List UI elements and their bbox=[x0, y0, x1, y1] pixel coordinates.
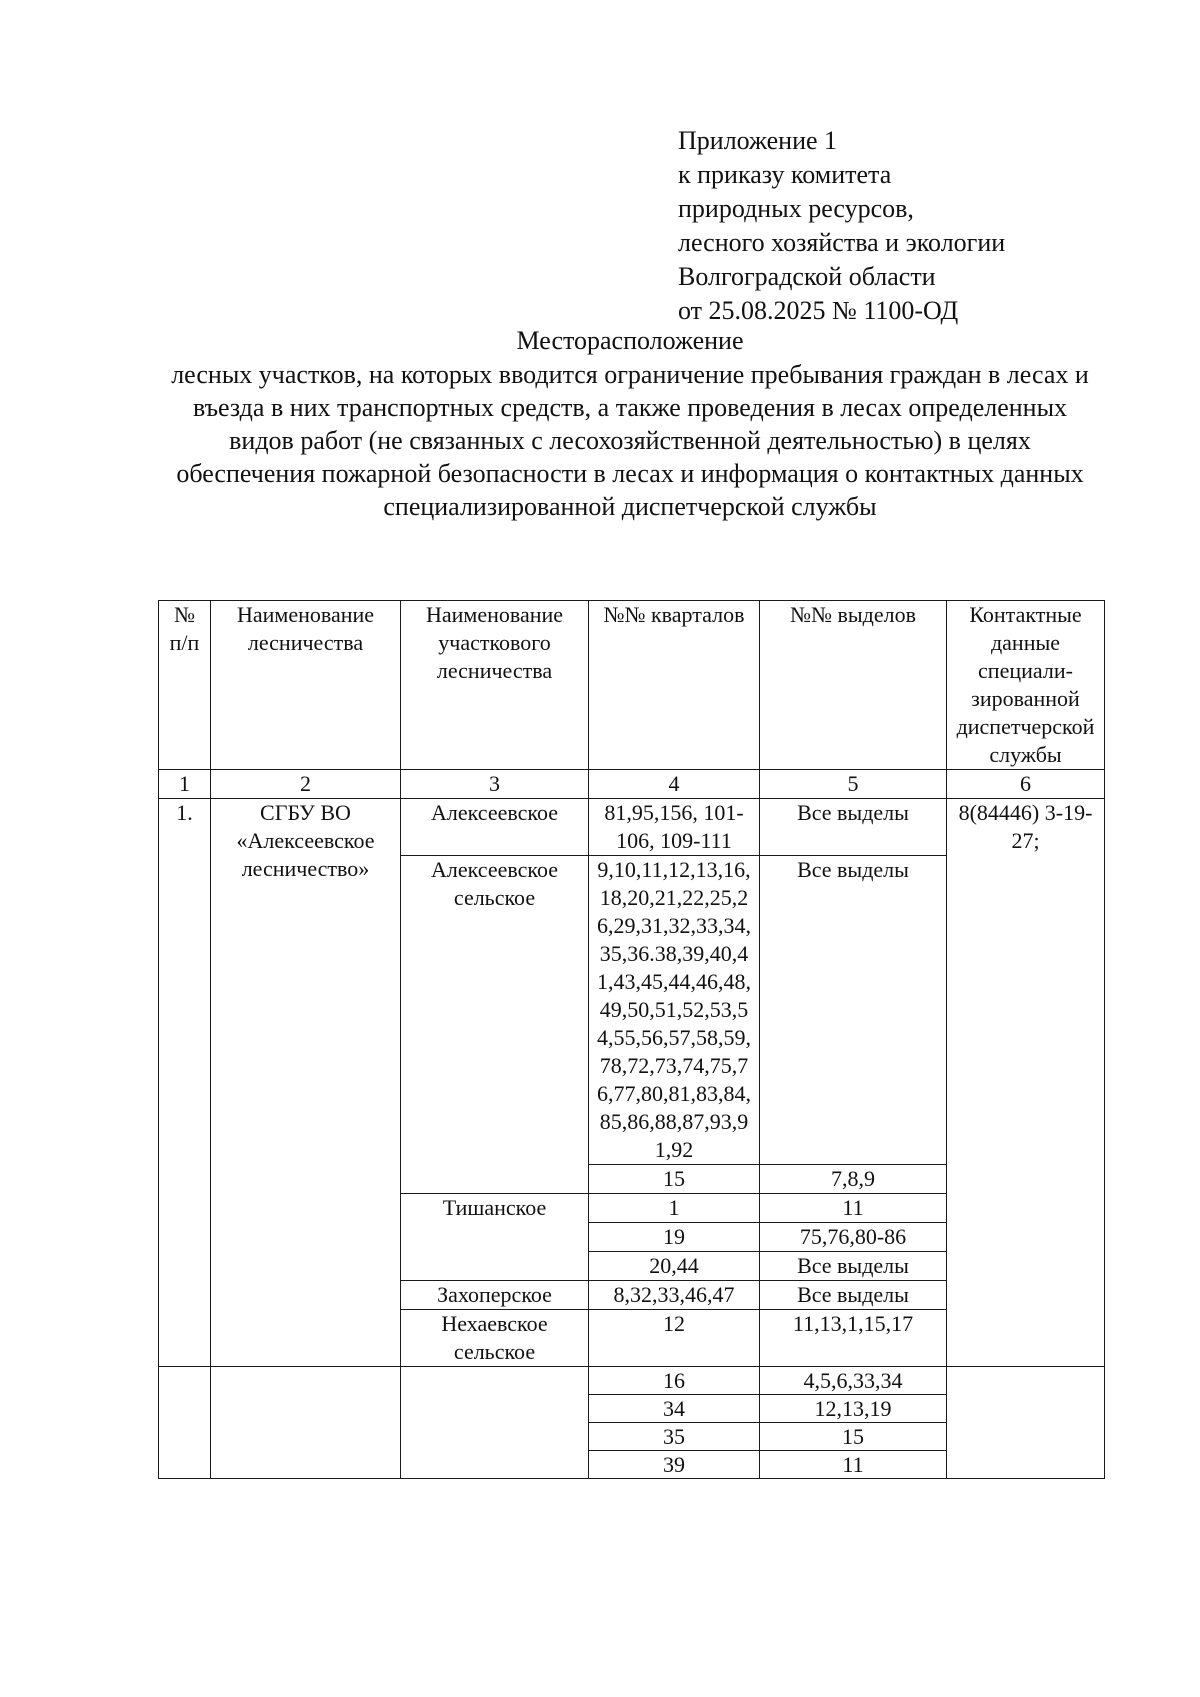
allotments-cell: Все выделы bbox=[760, 799, 947, 856]
quarters-cell: 20,44 bbox=[589, 1252, 760, 1281]
column-number: 3 bbox=[401, 770, 589, 799]
header-cell: Наименование лесничества bbox=[211, 601, 401, 770]
allotments-cell: 11,13,1,15,17 bbox=[760, 1310, 947, 1367]
allotments-cell: 11 bbox=[760, 1194, 947, 1223]
allotments-cell: Все выделы bbox=[760, 1252, 947, 1281]
table-row bbox=[159, 1367, 1105, 1395]
allotments-cell: 75,76,80-86 bbox=[760, 1223, 947, 1252]
quarters-cell: 1 bbox=[589, 1194, 760, 1223]
column-number: 4 bbox=[589, 770, 760, 799]
row-number: 1. bbox=[159, 799, 211, 1367]
header-cell: №№ выделов bbox=[760, 601, 947, 770]
quarters-cell: 35 bbox=[589, 1423, 760, 1451]
quarters-cell: 39 bbox=[589, 1451, 760, 1479]
allotments-cell: Все выделы bbox=[760, 1281, 947, 1310]
table-header-row bbox=[159, 601, 1105, 770]
column-number: 5 bbox=[760, 770, 947, 799]
allotments-cell: 15 bbox=[760, 1423, 947, 1451]
allotments-cell: 12,13,19 bbox=[760, 1395, 947, 1423]
quarters-cell: 81,95,156, 101-106, 109-111 bbox=[589, 799, 760, 856]
header-cell: Наименование участкового лесничества bbox=[401, 601, 589, 770]
table-row bbox=[159, 799, 1105, 856]
quarters-cell: 12 bbox=[589, 1310, 760, 1367]
column-number: 2 bbox=[211, 770, 401, 799]
approval-line: Приложение 1 bbox=[678, 126, 838, 155]
approval-line: лесного хозяйства и экологии bbox=[678, 228, 1006, 257]
empty-cell bbox=[211, 1367, 401, 1479]
district-name: Алексеевское bbox=[401, 799, 589, 856]
approval-line: от 25.08.2025 № 1100-ОД bbox=[678, 296, 959, 325]
forest-areas-table bbox=[158, 600, 1105, 1479]
approval-block bbox=[678, 124, 1005, 328]
column-number: 1 bbox=[159, 770, 211, 799]
contact-cell: 8(84446) 3-19-27; bbox=[947, 799, 1105, 1367]
allotments-cell: 11 bbox=[760, 1451, 947, 1479]
header-cell: № п/п bbox=[159, 601, 211, 770]
document-subtitle: лесных участков, на которых вводится ограничение пребывания граждан в лесах и въезда в них транспортных средств, а также проведения в лесах определенных видов работ (не связанных с лесохозяйственной деятельностью) в целях обеспечения пожарной безопасности в лесах и информация о контактных данных специализированной диспетчерской службы bbox=[171, 360, 1089, 521]
quarters-cell: 8,32,33,46,47 bbox=[589, 1281, 760, 1310]
approval-line: Волгоградской области bbox=[678, 262, 936, 291]
approval-line: природных ресурсов, bbox=[678, 194, 914, 223]
district-name: Алексеевское сельское bbox=[401, 856, 589, 1194]
quarters-cell: 9,10,11,12,13,16,18,20,21,22,25,26,29,31,32,33,34,35,36.38,39,40,41,43,45,44,46,48,49,50,51,52,53,54,55,56,57,58,59,78,72,73,74,75,76,77,80,81,83,84,85,86,88,87,93,91,92 bbox=[589, 856, 760, 1165]
header-cell: Контактные данные специали-зированной диспетчерской службы bbox=[947, 601, 1105, 770]
district-name: Захоперское bbox=[401, 1281, 589, 1310]
quarters-cell: 19 bbox=[589, 1223, 760, 1252]
quarters-cell: 16 bbox=[589, 1367, 760, 1395]
allotments-cell: 4,5,6,33,34 bbox=[760, 1367, 947, 1395]
header-cell: №№ кварталов bbox=[589, 601, 760, 770]
empty-cell bbox=[159, 1367, 211, 1479]
forestry-name: СГБУ ВО «Алексеевское лесничество» bbox=[211, 799, 401, 1367]
empty-cell bbox=[401, 1367, 589, 1479]
quarters-cell: 34 bbox=[589, 1395, 760, 1423]
approval-line: к приказу комитета bbox=[678, 160, 892, 189]
document-title: Месторасположение bbox=[516, 326, 744, 355]
allotments-cell: 7,8,9 bbox=[760, 1165, 947, 1194]
allotments-cell: Все выделы bbox=[760, 856, 947, 1165]
quarters-cell: 15 bbox=[589, 1165, 760, 1194]
district-name: Тишанское bbox=[401, 1194, 589, 1281]
column-number: 6 bbox=[947, 770, 1105, 799]
district-name: Нехаевское сельское bbox=[401, 1310, 589, 1367]
empty-cell bbox=[947, 1367, 1105, 1479]
column-number-row bbox=[159, 770, 1105, 799]
